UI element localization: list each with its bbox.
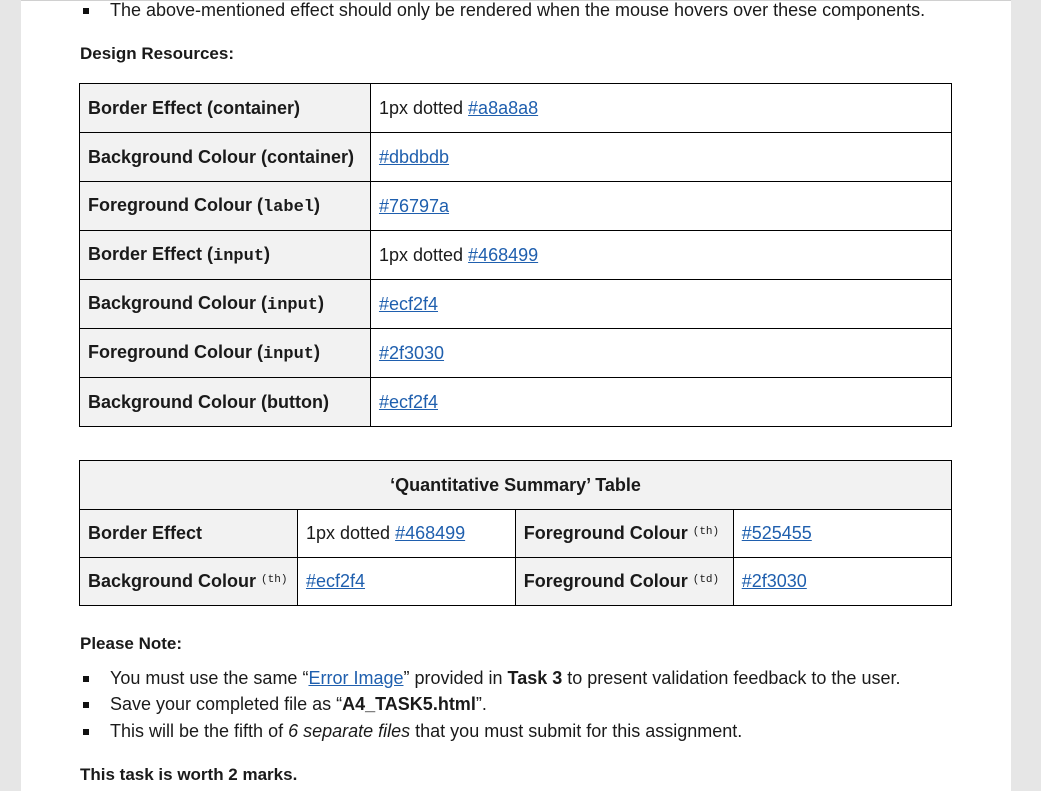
summary-value-fg-td: [733, 558, 951, 606]
design-row: [80, 182, 952, 231]
please-note-heading: Please Note:: [80, 634, 183, 653]
code-tag: (th): [261, 574, 288, 586]
label-text: ): [264, 244, 271, 264]
code-tag: (th): [692, 526, 720, 538]
note-text: ”.: [475, 694, 487, 714]
design-label: [80, 84, 371, 133]
note-text: ” provided in: [403, 668, 508, 688]
summary-label-fg-th: [515, 510, 733, 558]
color-link[interactable]: #468499: [395, 523, 466, 543]
bullet-icon: [83, 676, 89, 682]
note-bold: Task 3: [507, 668, 563, 688]
summary-label-border-effect: Border Effect: [80, 510, 298, 558]
bullet-icon: [83, 8, 89, 14]
code-tag: label: [262, 198, 314, 217]
note-text: You must use the same “: [110, 668, 309, 688]
color-link[interactable]: #ecf2f4: [378, 293, 439, 314]
note-text: that you must submit for this assignment.: [410, 721, 743, 741]
note-1: [110, 668, 900, 689]
note-italic: 6 separate files: [288, 721, 411, 741]
summary-value-fg-th: [733, 510, 951, 558]
label-text: Foreground Colour: [523, 571, 693, 591]
design-label: [80, 280, 371, 329]
bullet-icon: [83, 702, 89, 708]
color-link[interactable]: #a8a8a8: [468, 97, 539, 118]
design-label: [80, 133, 371, 182]
summary-label-bg-th: [80, 558, 298, 606]
color-link[interactable]: #468499: [468, 244, 539, 265]
error-image-link[interactable]: Error Image: [308, 668, 404, 688]
value-prefix: 1px dotted: [378, 97, 469, 118]
design-row: [80, 329, 952, 378]
design-value: [370, 231, 951, 280]
bullet-icon: [83, 729, 89, 735]
design-label: [80, 329, 371, 378]
design-value: [370, 84, 951, 133]
task-worth: This task is worth 2 marks.: [80, 765, 298, 784]
value-prefix: 1px dotted: [378, 244, 469, 265]
color-link[interactable]: #ecf2f4: [305, 571, 366, 591]
color-link[interactable]: #dbdbdb: [378, 146, 450, 167]
note-2: [110, 694, 487, 715]
design-resources-table: [79, 83, 952, 427]
label-text: Foreground Colour (: [88, 195, 263, 215]
label-text: Background Colour (button): [88, 391, 329, 412]
summary-label-fg-td: [515, 558, 733, 606]
note-bold: A4_TASK5.html: [342, 694, 476, 714]
design-value: [370, 133, 951, 182]
code-tag: input: [213, 247, 265, 266]
design-label: [80, 231, 371, 280]
note-3: [110, 721, 742, 742]
label-text: Border Effect (container): [88, 97, 301, 118]
design-row: [80, 231, 952, 280]
label-text: ): [314, 195, 320, 215]
design-value: [370, 280, 951, 329]
note-text: to present validation feedback to the user.: [562, 668, 901, 688]
value-prefix: 1px dotted: [305, 523, 396, 543]
note-text: This will be the fifth of: [110, 721, 289, 741]
summary-title: ‘Quantitative Summary’ Table: [80, 461, 952, 510]
top-bullet-text: The above-mentioned effect should only be rendered when the mouse hovers over these components.: [110, 0, 926, 20]
design-value: [370, 378, 951, 427]
label-text: Background Colour (: [88, 293, 267, 313]
color-link[interactable]: #76797a: [378, 195, 450, 216]
design-label: [80, 182, 371, 231]
label-text: Foreground Colour (: [88, 342, 263, 362]
label-text: Border Effect (: [88, 244, 214, 264]
design-row: [80, 378, 952, 427]
page-margin: [1011, 0, 1041, 790]
label-text: ): [318, 293, 325, 313]
design-row: [80, 84, 952, 133]
label-text: Background Colour (container): [88, 146, 355, 167]
design-row: [80, 133, 952, 182]
color-link[interactable]: #2f3030: [741, 571, 807, 591]
summary-value-border-effect: [297, 510, 515, 558]
color-link[interactable]: #525455: [741, 523, 812, 543]
note-text: Save your completed file as “: [110, 694, 343, 714]
label-text: Foreground Colour: [523, 523, 693, 543]
design-label: [80, 378, 371, 427]
label-text: ): [314, 342, 320, 362]
color-link[interactable]: #ecf2f4: [378, 391, 439, 412]
label-text: Background Colour: [88, 571, 262, 591]
design-resources-heading: Design Resources:: [80, 44, 234, 63]
color-link[interactable]: #2f3030: [378, 342, 445, 363]
code-tag: input: [262, 345, 314, 364]
code-tag: (td): [692, 574, 720, 586]
design-value: [370, 182, 951, 231]
summary-value-bg-th: [297, 558, 515, 606]
quantitative-summary-table: [79, 460, 952, 606]
code-tag: input: [267, 296, 319, 315]
design-value: [370, 329, 951, 378]
design-row: [80, 280, 952, 329]
